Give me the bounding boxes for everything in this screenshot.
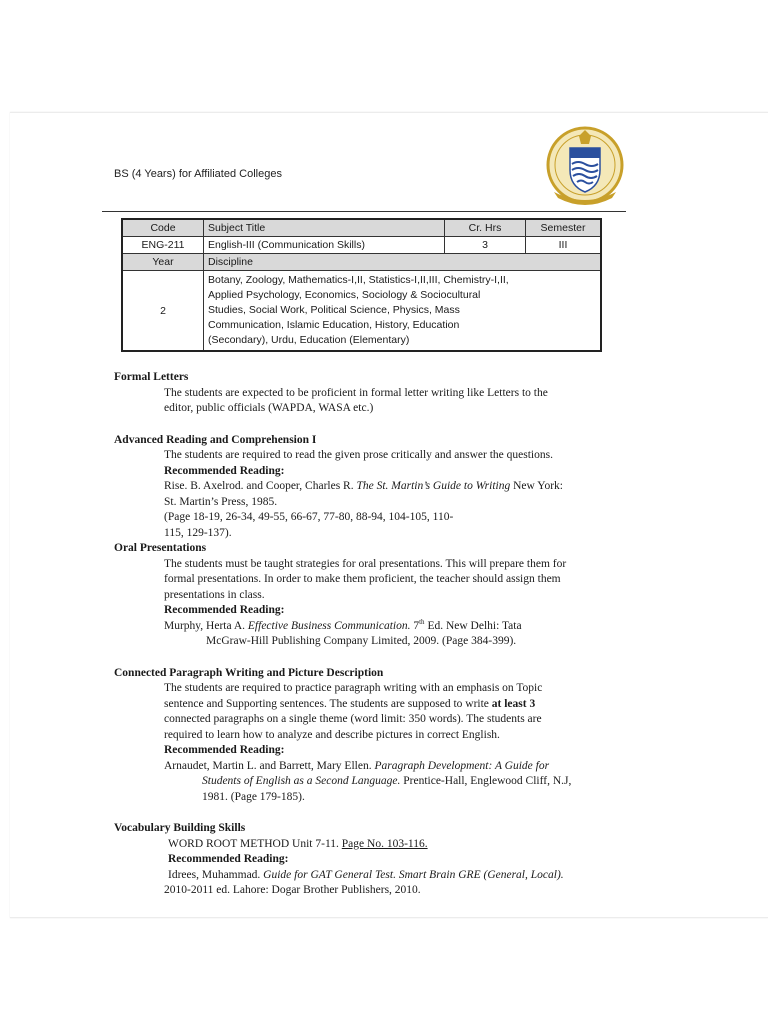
header-credit-hours: Cr. Hrs [445,219,526,237]
section-title: Formal Letters [114,371,189,383]
section-title: Vocabulary Building Skills [114,822,246,834]
table-row [122,271,601,352]
section-title: Advanced Reading and Comprehension I [114,433,317,446]
section-oral-presentations [114,541,654,650]
recommended-reading-label: Recommended Reading: [164,464,285,477]
course-info-table [121,218,602,352]
header-semester: Semester [526,219,602,237]
body-line: The students must be taught strategies for oral presentations. This will prepare them for [164,557,567,570]
section-connected-paragraph [114,666,654,806]
reference [114,479,654,495]
body-line: The students are required to practice paragraph writing with an emphasis on Topic [164,682,543,694]
ref-title: Students of English as a Second Language. [202,775,401,787]
discipline-list [204,271,602,352]
page-range: Page No. 103-116. [341,837,428,850]
reference [114,759,654,775]
semester-value: III [526,237,602,254]
ref-title: Paragraph Development: A Guide for [374,759,550,772]
discipline-line: Applied Psychology, Economics, Sociology & Sociocultural [208,289,481,301]
ref-publisher: Prentice-Hall, Englewood Cliff, N.J, [400,775,572,787]
table-row [122,237,601,254]
section-title: Oral Presentations [114,542,207,554]
ref-publisher: 2010-2011 ed. Lahore: Dogar Brother Publishers, 2010. [164,884,421,896]
reference [114,774,654,790]
ref-publisher: Ed. New Delhi: Tata [424,619,522,632]
ref-author: Rise. B. Axelrod. and Cooper, Charles R. [164,480,357,492]
course-title: English-III (Communication Skills) [204,237,445,254]
section-title: Connected Paragraph Writing and Picture Description [114,666,384,679]
section-formal-letters [114,370,654,417]
course-content [114,370,654,899]
ref-pages: 115, 129-137). [164,526,232,539]
body-line: required to learn how to analyze and describe pictures in correct English. [164,728,500,741]
year-value: 2 [122,271,204,352]
header-discipline: Discipline [204,254,602,271]
table-header-row [122,219,601,237]
header-year: Year [122,254,204,271]
header-subject-title: Subject Title [204,219,445,237]
body-line: WORD ROOT METHOD Unit 7-11. Page No. 103-116. [168,837,428,850]
university-crest-icon [546,126,624,208]
body-line: sentence and Supporting sentences. The students are supposed to write at least 3 [164,697,536,710]
reference [114,619,654,635]
discipline-line: (Secondary), Urdu, Education (Elementary) [208,334,410,346]
ref-publisher: New York: [510,480,563,492]
ref-press: McGraw-Hill Publishing Company Limited, 2009. (Page 384-399). [206,635,517,647]
ref-pages: 1981. (Page 179-185). [202,790,305,803]
section-advanced-reading [114,433,654,542]
recommended-reading-label: Recommended Reading: [164,604,285,616]
body-line: connected paragraphs on a single theme (word limit: 350 words). The students are [164,713,542,725]
discipline-line: Communication, Islamic Education, History, Education [208,319,460,331]
program-title: BS (4 Years) for Affiliated Colleges [114,168,282,180]
emphasis: at least 3 [491,697,536,710]
header-rule [102,211,626,212]
body-line: formal presentations. In order to make them proficient, the teacher should assign them [164,573,561,585]
credit-hours: 3 [445,237,526,254]
ref-author: Arnaudet, Martin L. and Barrett, Mary Ellen. [164,759,375,772]
ref-edition: 7 [410,619,420,632]
ref-title: Effective Business Communication. [247,619,411,632]
discipline-line: Studies, Social Work, Political Science, Physics, Mass [208,304,460,316]
body-line: The students are expected to be proficient in formal letter writing like Letters to the [164,386,548,399]
discipline-line: Botany, Zoology, Mathematics-I,II, Statistics-I,II,III, Chemistry-I,II, [208,274,509,286]
table-header-row-2 [122,254,601,271]
header-code: Code [122,219,204,237]
recommended-reading-label: Recommended Reading: [168,853,289,865]
ref-pages: (Page 18-19, 26-34, 49-55, 66-67, 77-80, 88-94, 104-105, 110- [164,511,454,523]
body-line: presentations in class. [164,588,265,601]
section-vocabulary [114,821,654,899]
ref-press: St. Martin’s Press, 1985. [164,495,278,508]
ref-edition-suffix: th [419,617,425,626]
course-code: ENG-211 [122,237,204,254]
reference [114,868,654,884]
body-line: editor, public officials (WAPDA, WASA etc.) [164,402,374,414]
ref-title: Guide for GAT General Test. Smart Brain GRE (General, Local). [263,868,564,881]
ref-title: The St. Martin’s Guide to Writing [356,480,511,492]
recommended-reading-label: Recommended Reading: [164,744,285,756]
ref-author: Idrees, Muhammad. [168,868,264,881]
ref-author: Murphy, Herta A. [164,619,248,632]
body-line: The students are required to read the given prose critically and answer the questions. [164,449,553,461]
